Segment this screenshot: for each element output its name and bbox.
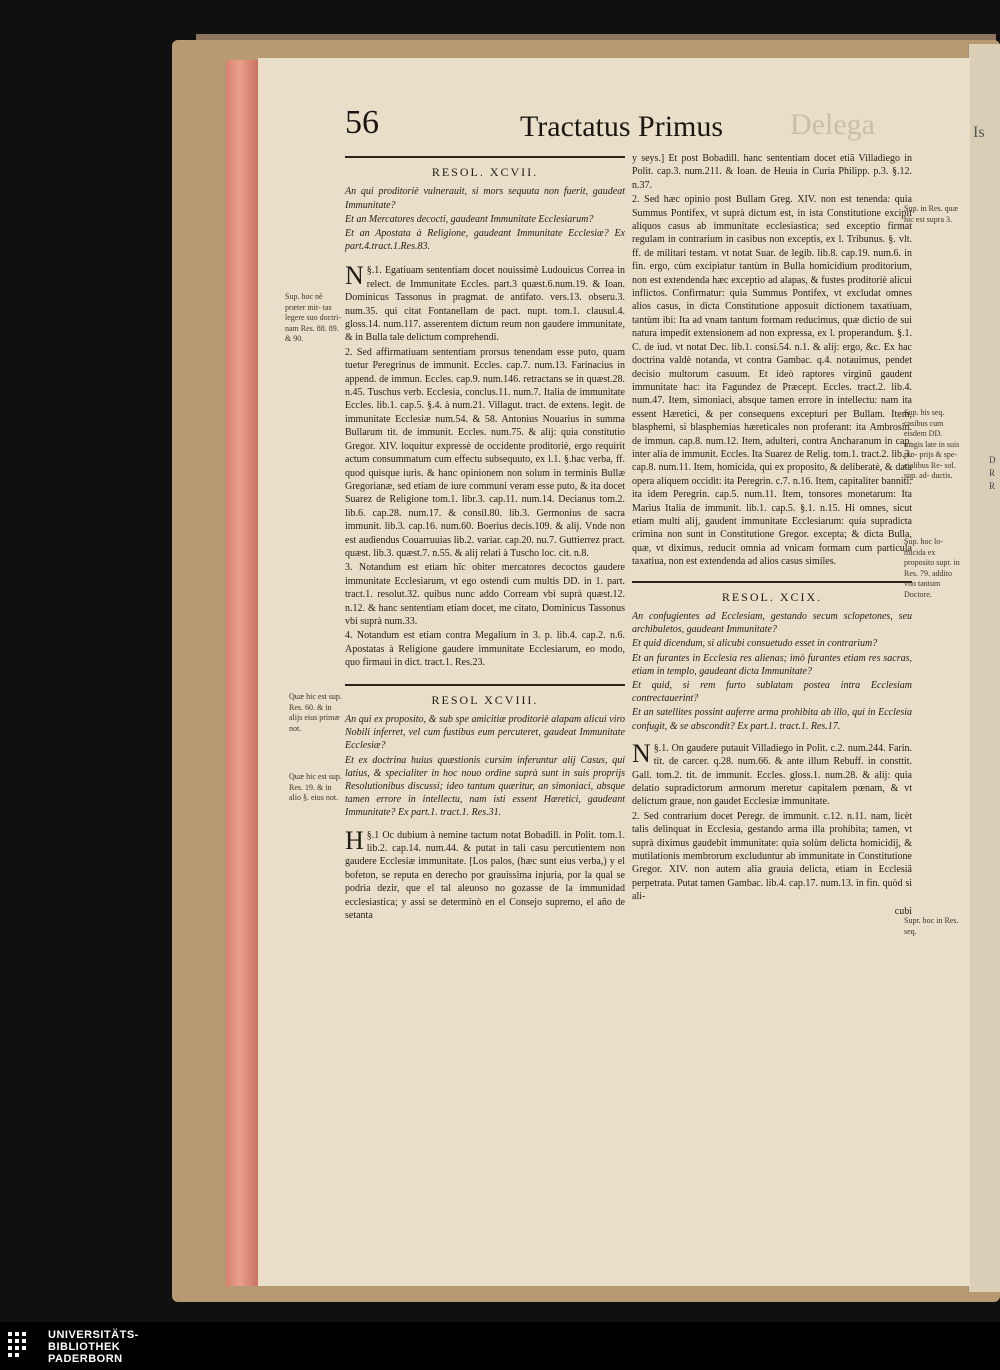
show-through-title: Delega (790, 108, 875, 141)
library-line: PADERBORN (48, 1353, 123, 1365)
resolution-97-title: RESOL. XCVII. (431, 165, 539, 179)
question: An qui ex proposito, & sub spe amicitiæ proditoriè alapam alicui viro Nobili inferret, vel cum fustibus eum percuteret, gaudeat Immunitate Ecclesiæ? (345, 714, 625, 752)
right-column (632, 152, 912, 919)
margin-note: Sup. his seq. casibus cum eisdem DD. magis late in suis pro- prijs & spe- cialibus Re- sol. sup. ad- ductis. (904, 408, 960, 480)
next-page-fragment: Is (973, 124, 985, 141)
library-line: UNIVERSITÄTS- (48, 1329, 139, 1341)
paragraph: 2. Sed affirmatiuam sententiam prorsus tenendam esse puto, quam tuetur Peregrinus de immunit. Eccles. cap.7. num.13. Farinacius in append. de immun. Eccles. cap.9. num.146. retractans se in quæst.28. n.45. Tuschus verb. Ecclesia, conclus.11. num.7. Italia de immunitate Eccles. lib.1. cap.5. §.4. à num.21. Villagut. tract. de extens. legit. de immunitate Ecclesiæ num.54. & 58. Antonius Nouarius in summa Bullarum tit. de immunit. Eccles. num.75. & alij: quia constitutio Gregor. XIV. loquitur expressè de occidente proditoriè, ergo requirit actum consummatum cum effectu subsequuto, ex l.1. §.hac verba, ff. quod quisque iuris. & hanc opinionem non solum in terminis Bullæ Gregorianæ, sed etiam de iure communi veram esse puto, & ita docet Suarez de Religione tom.1. libr.3. cap.11. num.14. Decianus tom.2. lib.6. cap.28. num.17. & consil.80. lib.3. Germonius de sacra immunit. lib.3. cap.16. num.60. Boerius decis.109. & alij. Vnde non est audiendus Couarruuias lib.2. variar. cap.20. nu.7. Guttierrez pract. quæst. lib.3. quæst.7. n.55. & alij relati à Tuscho loc. cit. n.8. (345, 346, 625, 559)
question: An qui proditoriè vulnerauit, si mors sequuta non fuerit, gaudeat Immunitate? (345, 186, 625, 211)
margin-note: Supr. hoc in Res. seq. (904, 916, 959, 936)
page-number: 56 (345, 104, 379, 141)
page-edge (226, 60, 260, 1286)
question: Et an furantes in Ecclesia res alienas; imò furantes etiam res sacras, etiam in templo, gaudeant dicta Immunitate? (632, 652, 912, 677)
section-rule (345, 684, 625, 686)
paragraph: y seys.] Et post Bobadill. hanc sententiam docet etiã Villadiego in Polit. cap.3. num.211. & Ioan. de Heuia in Curia Philipp. p.3. §.12. n.37. (632, 153, 912, 191)
question: Et an satellites possint auferre arma prohibita ab illo, qui in Ecclesia confugit, & se abscondit? Ex part.1. tract.1. Res.17. (632, 707, 912, 732)
next-page-side: D R R (989, 455, 996, 491)
drop-cap: H (345, 825, 364, 855)
paragraph-text: On gaudere putauit Villadiego in Polit. c.2. num.244. Farin. tit. de carcer. q.28. num.66. & ante illum Rebuff. in consttit. Gall. tom.2. tit. de immunit. Eccles. gloss.1. num.28. & alij: quia delatio supradictorum armorum meretur capitalem pœnam, & vt delictum graue, non gaudet Ecclesiæ immunitate. (632, 742, 912, 808)
question: Et ex doctrina huius quæstionis cursim inferuntur alij Casus, qui latius, & specialiter in hoc nouo ordine suprà sunt in suis proprijs Resolutionibus discussi; ideo tantum quæritur, an simoniaci, absque tamen errore in intellectu, nam isti essent Hæretici, gaudeant Immunitate? Ex part.1. tract.1. Res.31. (345, 754, 625, 819)
question: Et quid, si rem furto sublatam postea intra Ecclesiam contrectauerint? (632, 680, 912, 705)
paragraph: 3. Notandum est etiam hîc obiter mercatores decoctos gaudere immunitate Ecclesiarum, vt ego ostendi cum multis DD. in 1. part. tract.1. resolut.32. quibus nunc addo Corream vbi suprà quæst.12. n.12. & hanc sententiam etiam docet, me citato, Dominicus Tassonus vbi suprà num.33. (345, 562, 625, 627)
question: Et an Apostata à Religione, gaudeant Immunitate Ecclesiæ? Ex part.4.tract.1.Res.83. (345, 228, 625, 253)
paragraph (345, 261, 625, 344)
margin-note: Quæ hic est sup. Res. 60. & in alijs eius primæ not. (289, 692, 342, 733)
paragraph-text: Oc dubium à nemine tactum notat Bobadill. in Polit. tom.1. lib.2. cap.14. num.44. & putat in tali casu percutientem non gaudere Ecclesiæ immunitate. [Los palos, (hæc sunt eius verba,) y el bofeton, se reputa en derecho por grauissima injuria, por la qual se podria dezir, que el tal aleuoso no gozasse de la immunidad ecclesiastica; y assi se determinò en el Consejo supremo, el año de setanta (345, 829, 625, 922)
drop-cap: N (632, 738, 651, 768)
question: An confugientes ad Ecclesiam, gestando secum sclopetones, seu archibuletos, gaudeant Immunitate? (632, 611, 912, 636)
paragraph (632, 738, 912, 809)
section-mark: §.1 (366, 829, 380, 841)
drop-cap: N (345, 261, 364, 291)
resolution-99-title: RESOL. XCIX. (721, 589, 823, 604)
library-logo-icon (6, 1330, 38, 1364)
library-line: BIBLIOTHEK (48, 1341, 121, 1353)
library-name (48, 1329, 139, 1365)
question: Et an Mercatores decocti, gaudeant Immunitate Ecclesiarum? (345, 213, 594, 225)
margin-note: Sup. in Res. quæ hic est supra 3. (904, 204, 959, 224)
paragraph: 2. Sed hæc opinio post Bullam Greg. XIV. non est tenenda: quia Summus Pontifex, vt suprà dictum est, in ista Constitutione excipit aliquos casus ab immunitate ecclesiastica; sed exceptio firmat regulam in contrarium in casibus non exceptis, ex l. Tribunus. §. vlt. ff. de militari testam. vt notat Suar. de legib. lib.8. cap.19. num.6. in fin. ergo, cùm excipiatur tantùm in Bulla homicidium proditorium, non est extendenda hæc exceptio ad alapas, & fustes proditoriè alicui inflictos. Confirmatur: quia Summus Pontifex, vt excludat omnes alios casus, in dicta Constitutione apposuit dictionem taxatiuam, tantùm ibi: Ita ad vnam tantum formam reducimus, quæ dictio de sui natura impedit extensionem ad non expressa, ex l. properandum. §.1. C. de iud. vt notat Dec. lib.1. consi.54. n.1. & alij: ergo, &c. Ex hac doctrina valdè notanda, vt contra Gambac. q.4. notauimus, pendet decisio multorum casuum. Et ideò raptores virginũ gaudent immunitate hac: ita Fagundez de Præcept. Eccles. tract.2. lib.4. num.47. Item, simoniaci, absque tamen errore in intellectu: nam ita essent Hæretici, & per consequens excepturi per Bullam. Item, blasphemi, si blasphemias hæreticales non proferant: ita Ambrosin. de immun. cap.8. num.12. Item, adulteri, contra Ancharanum in cap. inter alia de immunit. Eccles. Ita Suarez de Relig. tom.1. tract.2. lib.3. cap.8. num.11. Item, homicida, qui ex proposito, & deliberatè, & data opera aliquem occidit: ita Peregrin. c.7. n.16. Item, capitaliter banniti: ita idem Peregrin. cap.5. num.11. Item, tonsores monetarum: Ita Marius Italia de immunit. lib.1. cap.5. §.1. n.15. Hi omnes, sicut etiam multi alij, gaudent immunitate Ecclesiarum: quia supradicta crimina non sunt in Constitutione Gregor. excepta; & dicta Bulla, quæ, vt diximus, reducit omnia ad vnicam formam cum particula taxatiua, non est extendenda ad alios casus similes. (632, 194, 912, 568)
catchword: cubi (894, 905, 912, 917)
question: Et quid dicendum, si alicubi consuetudo esset in contrarium? (632, 638, 878, 650)
margin-note: Quæ hic est sup. Res. 19. & in alio §. eius not. (289, 772, 342, 802)
paragraph-text: Egatiuam sententiam docet nouissimè Ludouicus Correa in relect. de Immunitate Eccles. part.3 quæst.6.num.19. & Ioan. Dominicus Tassonus in pragmat. de antifato. vers.13. obseru.3. num.35. qui citat Fontanellam de pact. nupt. tom.1. clausul.4. gloss.14. num.117. asserentem dictum reum non gaudere immunitate, & in Bulla tale delictum comprehendi. (345, 265, 625, 344)
running-title: Tractatus Primus (520, 110, 724, 143)
margin-note: Sup. hoc nè præter mit- tas legere suo doctri- nam Res. 88. 89. & 90. (285, 292, 341, 343)
paragraph (345, 825, 625, 923)
margin-note: Sup. hoc lo- micida ex proposito supr. in Res. 79. addito vno tantum Doctore. (904, 537, 960, 599)
section-mark: §.1. (653, 742, 669, 754)
left-column (345, 150, 625, 923)
paragraph: 2. Sed contrarium docet Peregr. de immunit. c.12. n.11. nam, licèt talis delinquat in Ecclesia, gestando arma illa prohibita; tamen, vt suprà diximus gaudebit immunitate: quia solùm delicta homicidij, & mutilationis membrorum excluduntur ab immunitate in Constitutione Gregor. XIV. non autem alia grauia delicta, etiam in Ecclesiâ perpetrata. Putat tamen Gambac. lib.4. cap.17. num.13. in fin. quòd si ali- (632, 810, 912, 903)
paragraph: 4. Notandum est etiam contra Megalium in 3. p. lib.4. cap.2. n.6. Apostatas à Religione gaudere immunitate Ecclesiarum, eo modo, quo firmaui in dict. tract.1. Res.23. (345, 630, 625, 669)
section-rule (632, 581, 912, 583)
next-page-edge (968, 44, 1000, 1292)
resolution-98-title: RESOL XCVIII. (431, 692, 539, 707)
section-mark: §.1. (366, 265, 382, 277)
library-footer (0, 1322, 1000, 1370)
section-rule (345, 156, 625, 158)
